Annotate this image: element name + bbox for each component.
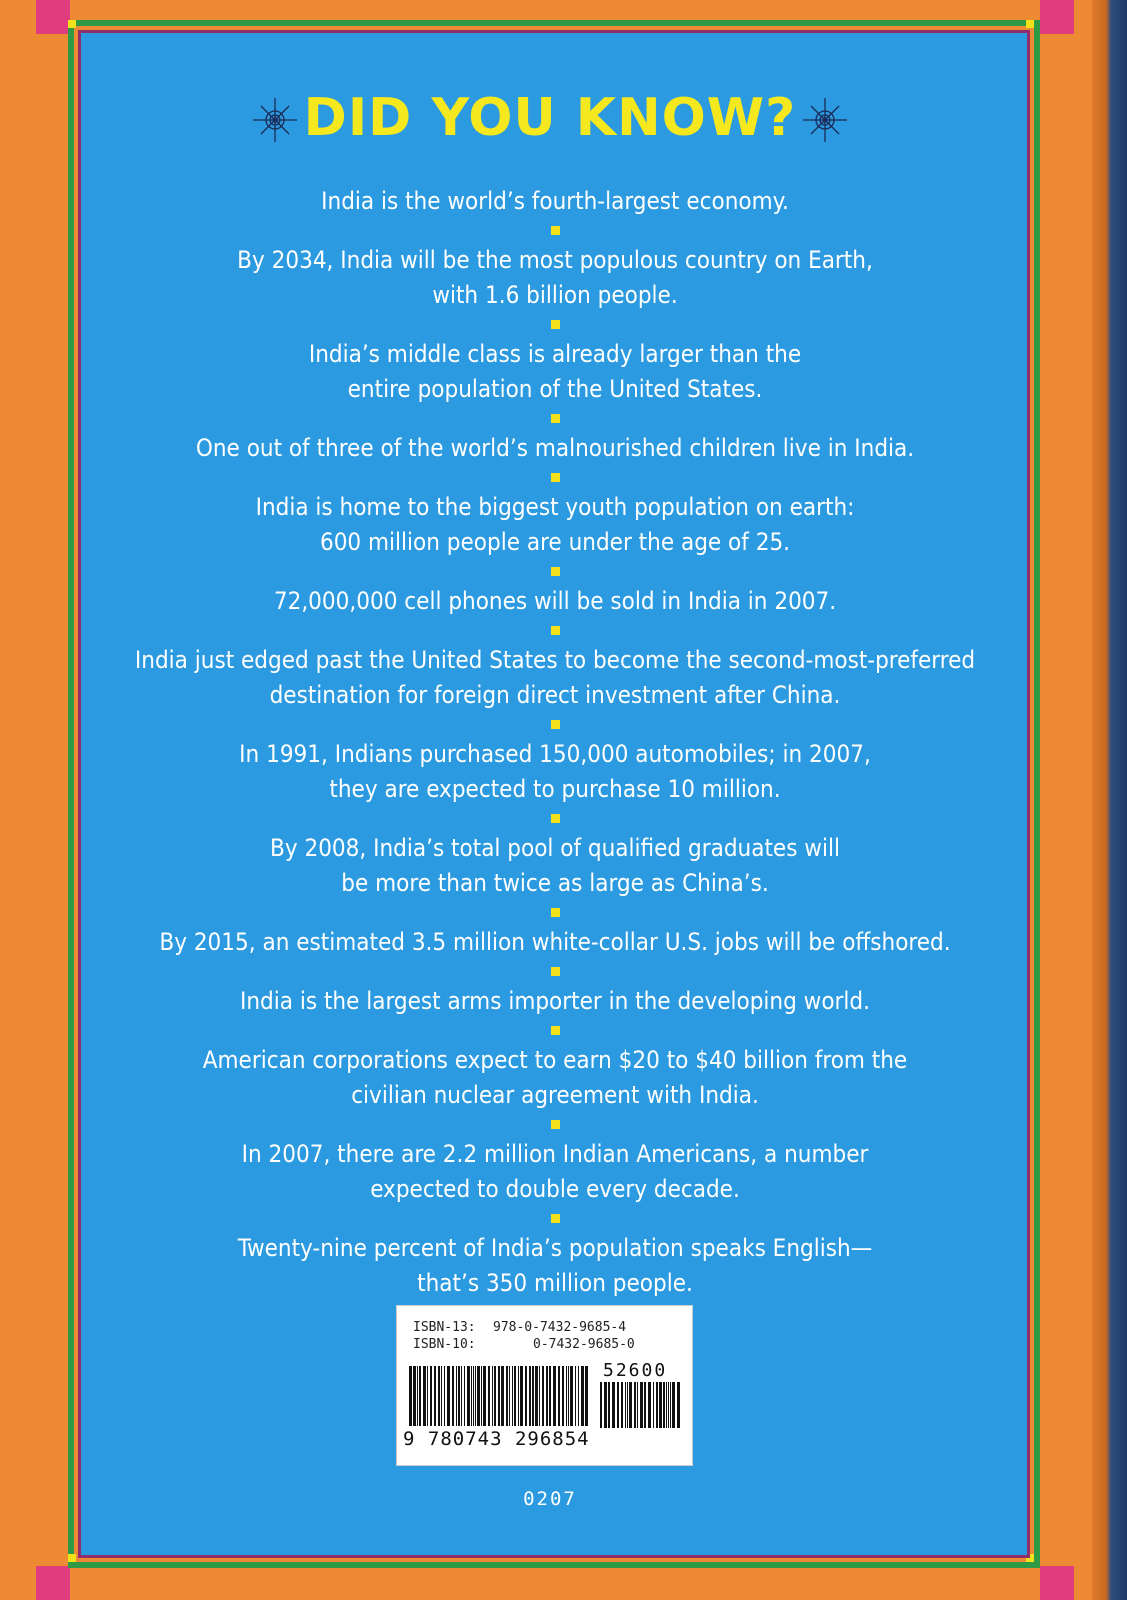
barcode-bar: [663, 1382, 665, 1428]
barcode-bar: [612, 1382, 615, 1428]
barcode-bar: [600, 1382, 602, 1428]
fact-item: [60, 1137, 1050, 1207]
barcode-bar: [438, 1366, 440, 1426]
frame-corner-dot: [1026, 20, 1034, 28]
price-code: 52600: [603, 1360, 668, 1381]
fact-item: [60, 337, 1050, 407]
barcode-bar: [644, 1382, 646, 1428]
isbn10-value: 0-7432-9685-0: [533, 1337, 635, 1352]
barcode-bar: [529, 1366, 531, 1426]
separator-square: [551, 814, 560, 823]
fact-line: that’s 350 million people.: [417, 1269, 693, 1297]
fact-item: [60, 490, 1050, 560]
fact-line: By 2034, India will be the most populous country on Earth,: [237, 246, 873, 274]
barcode-bar: [621, 1382, 623, 1428]
barcode-bar: [477, 1366, 480, 1426]
fact-line: 72,000,000 cell phones will be sold in India in 2007.: [273, 587, 837, 615]
barcode-bar: [458, 1366, 460, 1426]
fact-line: destination for foreign direct investment after China.: [269, 681, 841, 709]
print-code: 0207: [523, 1488, 577, 1510]
barcode-bar: [570, 1366, 573, 1426]
barcode-bar: [506, 1366, 508, 1426]
barcode-main: [409, 1366, 589, 1430]
fact-item: [60, 243, 1050, 313]
barcode-bar: [637, 1382, 638, 1428]
fact-line: In 1991, Indians purchased 150,000 automobiles; in 2007,: [239, 740, 871, 768]
fact-item: [60, 1231, 1050, 1301]
isbn13-label: ISBN-13:: [413, 1320, 476, 1335]
barcode-label: [396, 1305, 693, 1466]
fact-line: India is the world’s fourth-largest economy.: [321, 187, 789, 215]
isbn13-row: [413, 1320, 626, 1335]
barcode-bar: [409, 1366, 412, 1426]
barcode-bar: [518, 1366, 519, 1426]
barcode-bar: [447, 1366, 450, 1426]
separator-square: [551, 320, 560, 329]
barcode-bar: [461, 1366, 462, 1426]
barcode-bar: [473, 1366, 474, 1426]
fact-line: One out of three of the world’s malnourished children live in India.: [195, 434, 915, 462]
fact-line: entire population of the United States.: [347, 375, 763, 403]
isbn10-row: [413, 1337, 635, 1352]
fact-item: [60, 925, 1050, 960]
barcode-bar: [558, 1366, 560, 1426]
fact-line: India is the largest arms importer in the developing world.: [240, 987, 870, 1015]
barcode-bar: [553, 1366, 556, 1426]
barcode-bar: [539, 1366, 540, 1426]
barcode-price: [600, 1382, 680, 1430]
fact-line: civilian nuclear agreement with India.: [351, 1081, 759, 1109]
separator-square: [551, 908, 560, 917]
fact-line: 600 million people are under the age of 25.: [319, 528, 791, 556]
barcode-bar: [520, 1366, 523, 1426]
barcode-bar: [670, 1382, 671, 1428]
barcode-bar: [467, 1366, 470, 1426]
fact-item: [60, 184, 1050, 219]
barcode-bar: [668, 1382, 669, 1428]
separator-square: [551, 226, 560, 235]
separator-square: [551, 567, 560, 576]
barcode-bar: [532, 1366, 534, 1426]
fact-line: be more than twice as large as China’s.: [341, 869, 769, 897]
barcode-bar: [423, 1366, 426, 1426]
corner-block: [1040, 1566, 1074, 1600]
barcode-bar: [627, 1382, 628, 1428]
barcode-bar: [578, 1366, 579, 1426]
barcode-bar: [430, 1366, 432, 1426]
barcode-bar: [427, 1366, 428, 1426]
corner-block: [1040, 0, 1074, 34]
fact-line: expected to double every decade.: [370, 1175, 740, 1203]
barcode-bar: [648, 1382, 651, 1428]
fact-line: India is home to the biggest youth population on earth:: [255, 493, 855, 521]
fact-line: India just edged past the United States to become the second-most-preferred: [134, 646, 976, 674]
barcode-bar: [481, 1366, 482, 1426]
separator-square: [551, 1120, 560, 1129]
barcode-bar: [444, 1366, 445, 1426]
barcode-bar: [512, 1366, 513, 1426]
barcode-bar: [608, 1382, 610, 1428]
barcode-bar: [471, 1366, 472, 1426]
barcode-bar: [413, 1366, 416, 1426]
barcode-bar: [456, 1366, 457, 1426]
barcode-bar: [494, 1366, 496, 1426]
barcode-bar: [452, 1366, 454, 1426]
barcode-bar: [441, 1366, 442, 1426]
fact-item: [60, 984, 1050, 1019]
fact-item: [60, 643, 1050, 713]
fact-item: [60, 831, 1050, 901]
frame-corner-dot: [68, 20, 76, 28]
fact-line: with 1.6 billion people.: [432, 281, 678, 309]
barcode-bar: [617, 1382, 619, 1428]
barcode-bar: [581, 1366, 584, 1426]
barcode-digits: 9 780743 296854: [403, 1428, 590, 1450]
barcode-bar: [483, 1366, 486, 1426]
barcode-bar: [629, 1382, 632, 1428]
barcode-bar: [549, 1366, 551, 1426]
barcode-bar: [625, 1382, 626, 1428]
barcode-bar: [417, 1366, 418, 1426]
barcode-bar: [475, 1366, 476, 1426]
barcode-bar: [656, 1382, 658, 1428]
fact-item: [60, 584, 1050, 619]
fact-line: American corporations expect to earn $20 to $40 billion from the: [202, 1046, 908, 1074]
barcode-bar: [672, 1382, 675, 1428]
fact-item: [60, 737, 1050, 807]
barcode-bar: [575, 1366, 576, 1426]
barcode-bar: [501, 1366, 504, 1426]
separator-square: [551, 473, 560, 482]
separator-square: [551, 1026, 560, 1035]
barcode-bar: [546, 1366, 548, 1426]
barcode-bar: [585, 1366, 588, 1426]
separator-square: [551, 720, 560, 729]
separator-square: [551, 1214, 560, 1223]
barcode-bar: [434, 1366, 436, 1426]
separator-square: [551, 967, 560, 976]
corner-block: [36, 0, 70, 34]
barcode-bar: [535, 1366, 538, 1426]
frame-corner-dot: [68, 1554, 76, 1562]
barcode-bar: [566, 1366, 567, 1426]
book-spine-edge: [1092, 0, 1127, 1600]
barcode-bar: [514, 1366, 516, 1426]
separator-square: [551, 626, 560, 635]
barcode-bar: [492, 1366, 493, 1426]
barcode-bar: [640, 1382, 643, 1428]
facts-list: [60, 184, 1050, 1301]
fact-item: [60, 431, 1050, 466]
barcode-bar: [659, 1382, 662, 1428]
barcode-bar: [498, 1366, 500, 1426]
page-title: DID YOU KNOW?: [303, 88, 797, 148]
isbn10-label: ISBN-10:: [413, 1337, 476, 1352]
fact-line: India’s middle class is already larger than the: [308, 340, 802, 368]
fact-line: Twenty-nine percent of India’s population speaks English—: [237, 1234, 873, 1262]
barcode-bar: [634, 1382, 636, 1428]
fact-line: they are expected to purchase 10 million.: [329, 775, 781, 803]
barcode-bar: [653, 1382, 654, 1428]
barcode-bar: [677, 1382, 680, 1428]
fact-line: By 2015, an estimated 3.5 million white-collar U.S. jobs will be offshored.: [159, 928, 951, 956]
barcode-bar: [419, 1366, 421, 1426]
barcode-bar: [488, 1366, 490, 1426]
fact-line: By 2008, India’s total pool of qualified graduates will: [270, 834, 840, 862]
barcode-bar: [666, 1382, 667, 1428]
barcode-bar: [464, 1366, 465, 1426]
barcode-bar: [509, 1366, 510, 1426]
separator-square: [551, 414, 560, 423]
barcode-bar: [525, 1366, 527, 1426]
fact-line: In 2007, there are 2.2 million Indian Americans, a number: [241, 1140, 869, 1168]
corner-block: [36, 1566, 70, 1600]
fact-item: [60, 1043, 1050, 1113]
barcode-bar: [562, 1366, 564, 1426]
barcode-bar: [568, 1366, 569, 1426]
barcode-bar: [542, 1366, 544, 1426]
barcode-bar: [604, 1382, 607, 1428]
isbn13-value: 978-0-7432-9685-4: [493, 1320, 627, 1335]
